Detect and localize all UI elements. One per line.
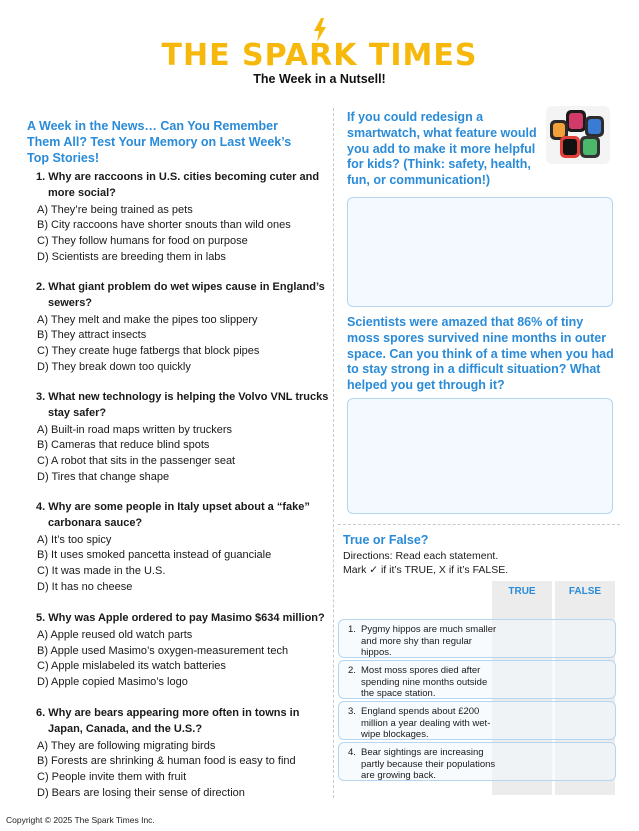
answer-option[interactable]: A) Built-in road maps written by truckers xyxy=(37,423,233,436)
quiz-intro-heading: A Week in the News… Can You Remember Them All? Test Your Memory on Last Week’s Top Stories! xyxy=(27,119,292,165)
answer-option[interactable]: B) It uses smoked pancetta instead of guanciale xyxy=(37,549,272,562)
answer-option[interactable]: D) It has no cheese xyxy=(37,580,133,593)
masthead-title: THE SPARK TIMES xyxy=(161,38,478,73)
statement-text: England spends about £200 million a year dealing with wet-wipe blockages. xyxy=(361,706,491,740)
answer-option[interactable]: D) Apple copied Masimo’s logo xyxy=(37,676,188,689)
answer-option[interactable]: C) It was made in the U.S. xyxy=(37,565,166,578)
answer-option[interactable]: B) City raccoons have shorter snouts than wild ones xyxy=(37,219,291,232)
question-text: 3. What new technology is helping the Volvo VNL trucks stay safer? xyxy=(36,391,329,419)
directions-line: Directions: Read each statement. xyxy=(343,550,499,562)
quiz-question-3 xyxy=(28,390,330,486)
true-column-header: TRUE xyxy=(508,586,536,597)
quiz-question-1 xyxy=(28,170,330,266)
question-text: 6. Why are bears appearing more often in towns in Japan, Canada, and the U.S.? xyxy=(36,707,300,735)
true-false-row-3[interactable] xyxy=(338,701,616,740)
directions-line: Mark ✓ if it’s TRUE, X if it’s FALSE. xyxy=(343,564,509,576)
answer-option[interactable]: B) Cameras that reduce blind spots xyxy=(37,439,210,452)
column-divider xyxy=(333,108,334,798)
true-false-row-4[interactable] xyxy=(338,742,616,781)
statement-number: 1. xyxy=(348,624,356,635)
statement-text: Bear sightings are increasing partly because their populations are growing back. xyxy=(361,747,496,781)
answer-option[interactable]: A) Apple reused old watch parts xyxy=(37,628,193,641)
answer-option[interactable]: D) They break down too quickly xyxy=(37,360,191,373)
true-false-row-2[interactable] xyxy=(338,660,616,699)
quiz-question-4 xyxy=(28,500,330,596)
quiz-question-6 xyxy=(28,706,330,802)
answer-option[interactable]: D) Scientists are breeding them in labs xyxy=(37,250,226,263)
answer-option[interactable]: A) They are following migrating birds xyxy=(37,739,216,752)
smartwatch-answer-box[interactable] xyxy=(347,197,613,307)
true-false-title: True or False? xyxy=(343,533,429,547)
answer-option[interactable]: C) A robot that sits in the passenger seat xyxy=(37,455,236,468)
question-text: 5. Why was Apple ordered to pay Masimo $634 million? xyxy=(36,612,325,624)
answer-option[interactable]: C) They follow humans for food on purpose xyxy=(37,235,248,248)
question-text: 2. What giant problem do wet wipes cause in England’s sewers? xyxy=(36,281,325,309)
moss-spores-prompt: Scientists were amazed that 86% of tiny moss spores survived nine months in outer space. Can you think of a time when you had to stay strong in a difficult situation? What helped you get through it? xyxy=(347,315,614,393)
statement-number: 4. xyxy=(348,747,356,758)
answer-option[interactable]: C) Apple mislabeled its watch batteries xyxy=(37,660,226,673)
quiz-question-5 xyxy=(28,611,330,691)
answer-option[interactable]: C) People invite them with fruit xyxy=(37,771,187,784)
statement-number: 3. xyxy=(348,706,356,717)
false-column-header: FALSE xyxy=(568,586,602,597)
quiz-question-2 xyxy=(28,280,330,376)
true-false-row-1[interactable] xyxy=(338,619,616,658)
question-text: 4. Why are some people in Italy upset about a “fake” carbonara sauce? xyxy=(36,501,310,529)
statement-number: 2. xyxy=(348,665,356,676)
smartwatch-collage-image xyxy=(546,106,610,164)
answer-option[interactable]: D) Bears are losing their sense of direction xyxy=(37,786,245,799)
statement-text: Pygmy hippos are much smaller and more shy than regular hippos. xyxy=(361,624,497,658)
answer-option[interactable]: A) It’s too spicy xyxy=(37,533,112,546)
answer-option[interactable]: B) Apple used Masimo’s oxygen-measurement tech xyxy=(37,644,289,657)
copyright-footer: Copyright © 2025 The Spark Times Inc. xyxy=(6,815,155,825)
moss-spores-answer-box[interactable] xyxy=(347,398,613,514)
answer-option[interactable]: A) They’re being trained as pets xyxy=(37,203,193,216)
masthead-subtitle: The Week in a Nutsell! xyxy=(253,72,386,86)
answer-option[interactable]: C) They create huge fatbergs that block pipes xyxy=(37,345,260,358)
answer-option[interactable]: A) They melt and make the pipes too slippery xyxy=(37,313,258,326)
answer-option[interactable]: D) Tires that change shape xyxy=(37,470,170,483)
answer-option[interactable]: B) They attract insects xyxy=(37,329,147,342)
smartwatch-prompt: If you could redesign a smartwatch, what feature would you add to make it more helpful for kids? (Think: safety, health, fun, or communication!) xyxy=(347,110,537,188)
answer-option[interactable]: B) Forests are shrinking & human food is easy to find xyxy=(37,755,296,768)
section-divider xyxy=(338,524,620,525)
question-text: 1. Why are raccoons in U.S. cities becoming cuter and more social? xyxy=(36,171,320,199)
true-false-directions xyxy=(343,549,508,577)
statement-text: Most moss spores died after spending nine months outside the space station. xyxy=(361,665,488,699)
